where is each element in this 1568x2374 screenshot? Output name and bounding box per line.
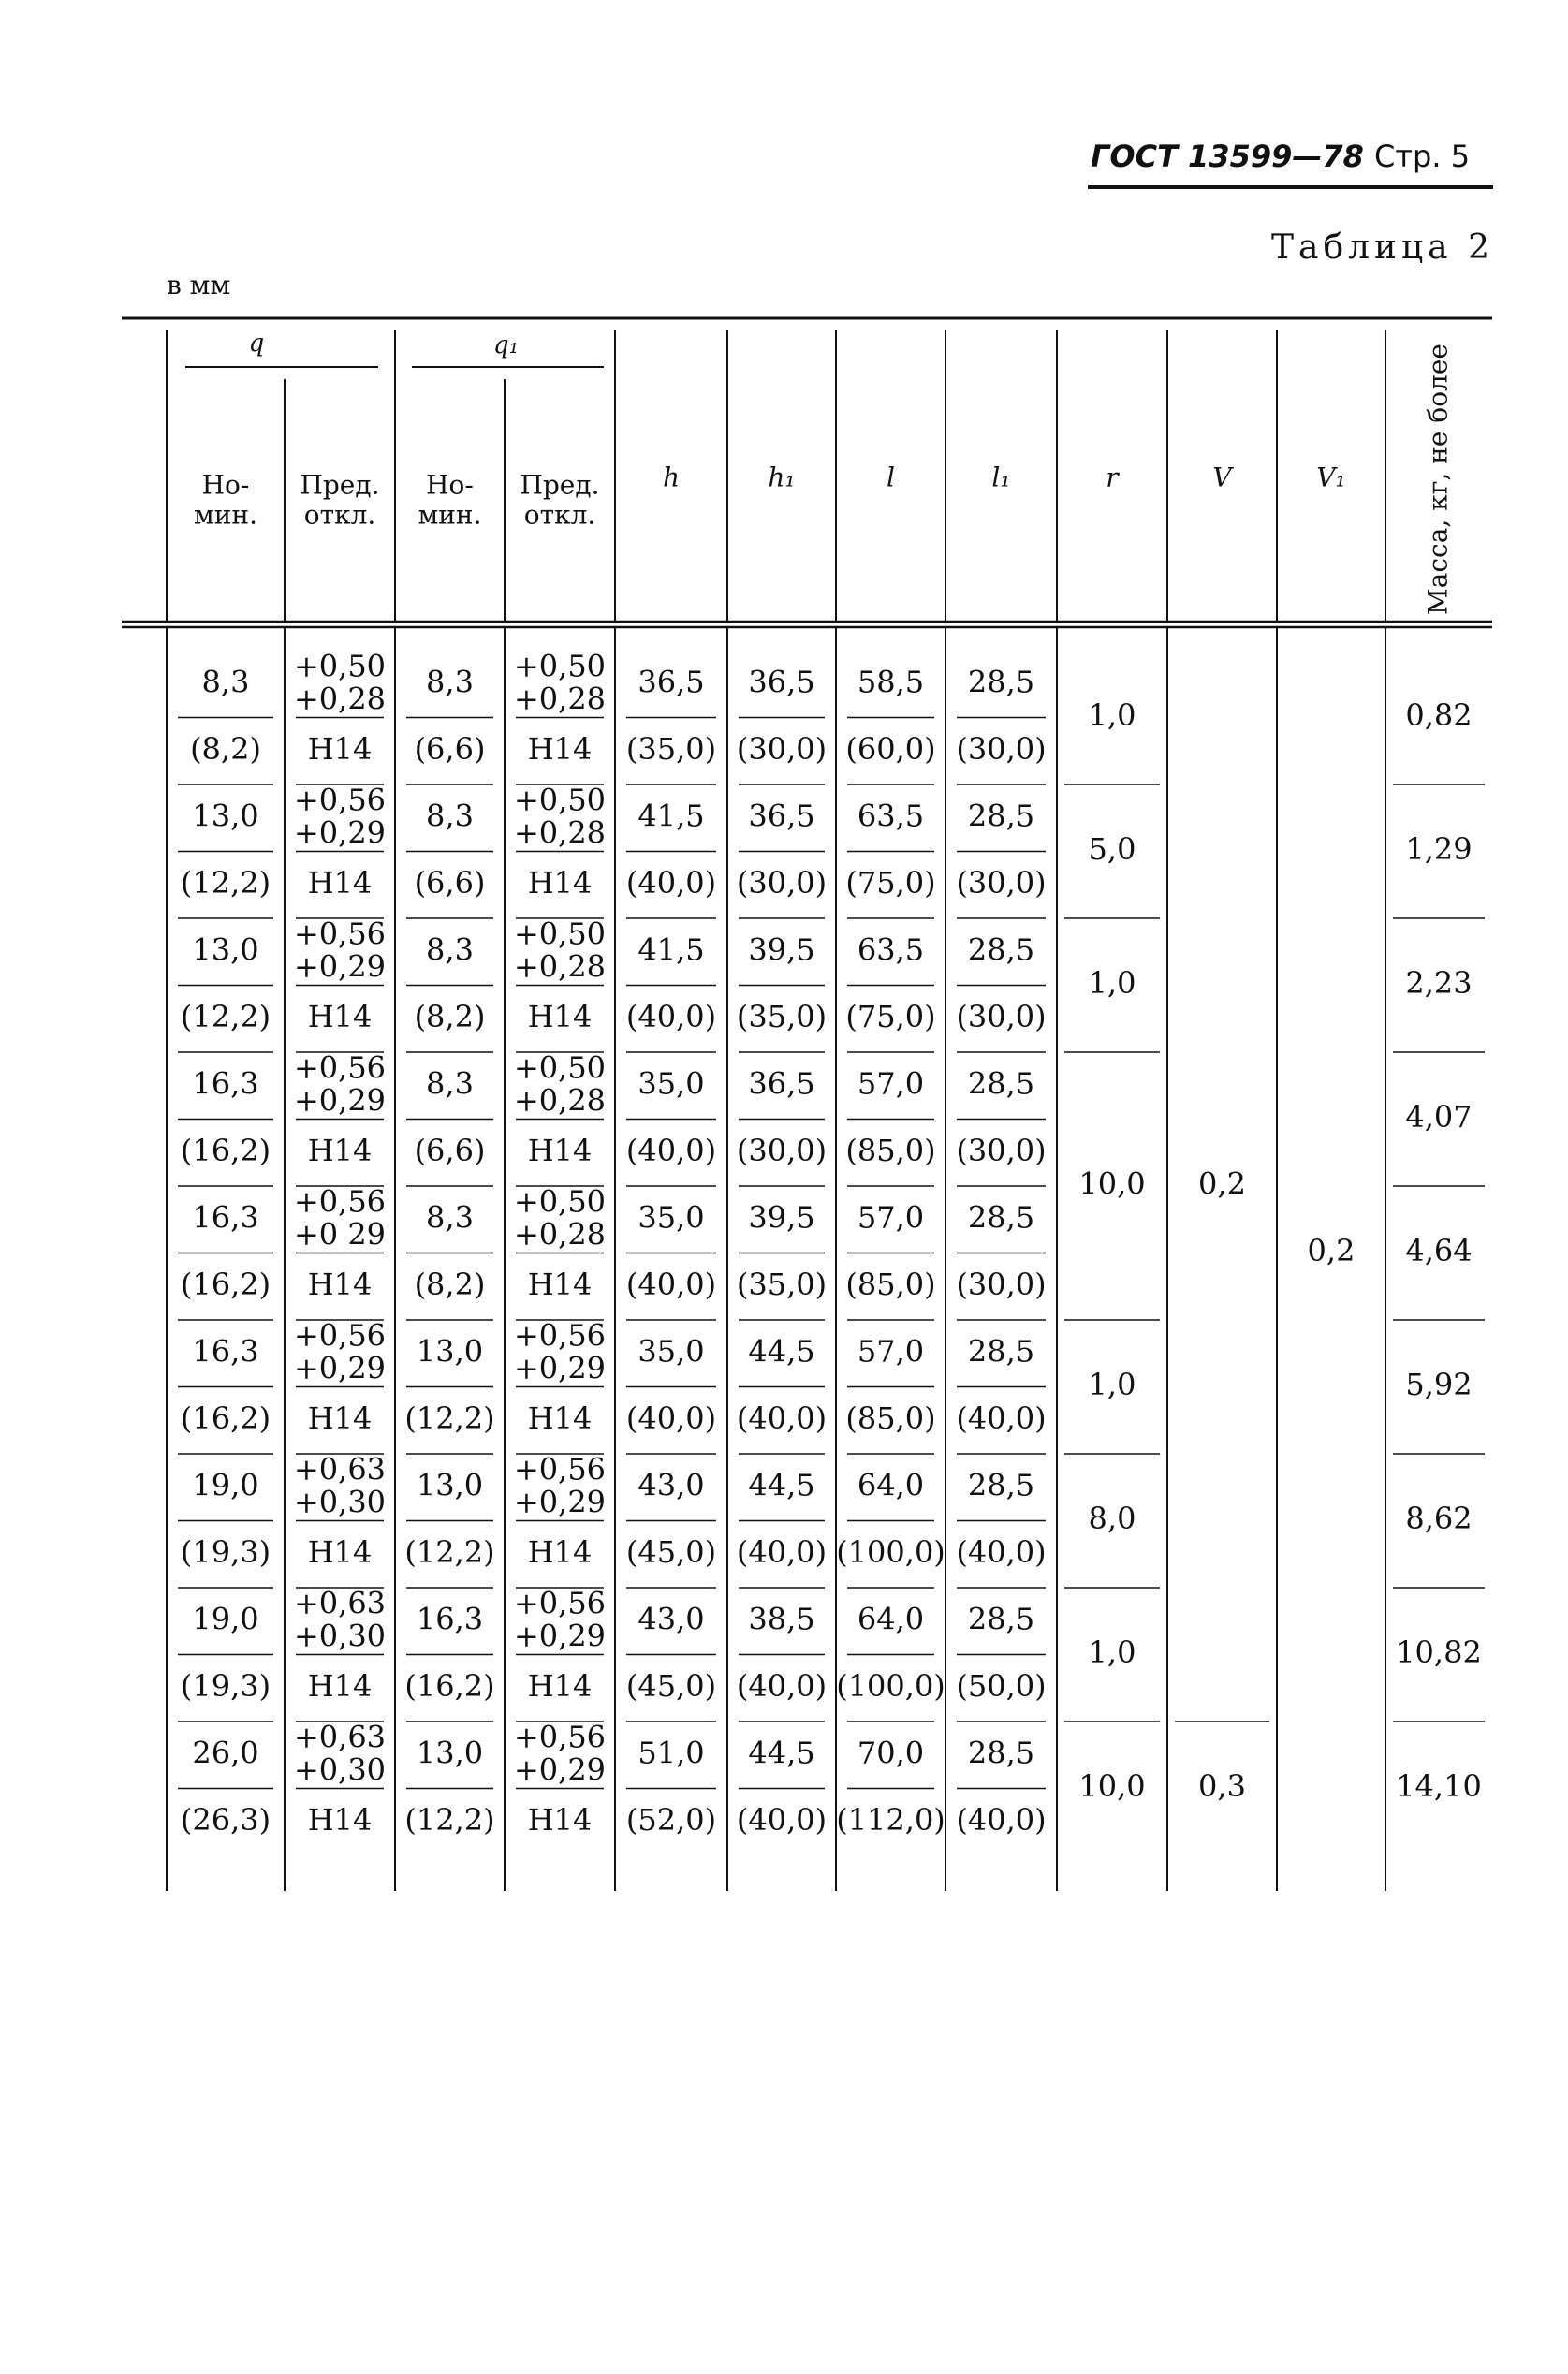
cell-q-dev: +0,30 [293, 1484, 387, 1520]
cell-l: 64,0 [857, 1467, 925, 1503]
cell-q1: (12,2) [404, 1533, 495, 1570]
mass-group-value: 10,82 [1396, 1634, 1482, 1670]
cell-q1-dev: +0,56 [513, 1317, 607, 1354]
cell-h1: (30,0) [736, 864, 828, 901]
cell-l1: 28,5 [967, 664, 1035, 700]
mass-group-value: 4,64 [1405, 1233, 1473, 1268]
cell-h1: (35,0) [736, 998, 828, 1034]
cell-h: 35,0 [637, 1199, 705, 1236]
cell-q1-dev: +0,28 [513, 1082, 607, 1119]
cell-q1: (6,6) [414, 1132, 486, 1168]
cell-q-dev: H14 [307, 1266, 373, 1302]
cell-q-dev: +0,56 [293, 1317, 387, 1354]
header-deviation: откл. [523, 499, 596, 531]
cell-q: 8,3 [201, 664, 250, 700]
cell-h: (40,0) [625, 1399, 717, 1436]
cell-q-dev: H14 [307, 730, 373, 767]
cell-q1-dev: H14 [527, 1132, 593, 1168]
cell-l1: (40,0) [956, 1801, 1047, 1838]
cell-l: 58,5 [857, 664, 925, 700]
cell-h: (45,0) [625, 1667, 717, 1704]
cell-l1: 28,5 [967, 798, 1035, 834]
cell-q1-dev: +0,29 [513, 1751, 607, 1788]
cell-l1: 28,5 [967, 1333, 1035, 1370]
cell-q1-dev: +0,29 [513, 1618, 607, 1654]
cell-l1: (30,0) [956, 864, 1047, 901]
cell-l: (85,0) [845, 1266, 936, 1302]
cell-q-dev: +0,63 [293, 1719, 387, 1755]
header-nominal: Но- [201, 469, 250, 501]
cell-l1: 28,5 [967, 1601, 1035, 1637]
cell-l: 70,0 [857, 1735, 925, 1771]
cell-q1-dev: +0,56 [513, 1451, 607, 1487]
cell-h1: (40,0) [736, 1399, 828, 1436]
header-mass: Масса, кг, не более [1422, 344, 1454, 615]
r-group-value: 10,0 [1078, 1768, 1146, 1804]
cell-q: (12,2) [180, 998, 271, 1034]
cell-q-dev: +0,56 [293, 1183, 387, 1220]
cell-q1-dev: +0,28 [513, 681, 607, 717]
cell-h: (40,0) [625, 1266, 717, 1302]
cell-q-dev: +0,50 [293, 648, 387, 684]
cell-q1: (6,6) [414, 730, 486, 767]
cell-h1: 39,5 [748, 931, 815, 968]
cell-l1: (30,0) [956, 730, 1047, 767]
cell-q1-dev: H14 [527, 998, 593, 1034]
cell-q1: (12,2) [404, 1399, 495, 1436]
cell-q1-dev: +0,28 [513, 948, 607, 985]
cell-h: 43,0 [637, 1601, 705, 1637]
cell-h1: (40,0) [736, 1667, 828, 1704]
cell-h1: 38,5 [748, 1601, 815, 1637]
cell-q1-dev: +0,56 [513, 1585, 607, 1621]
cell-l: (100,0) [836, 1667, 945, 1704]
cell-q1-dev: +0,28 [513, 1216, 607, 1253]
cell-l1: (40,0) [956, 1399, 1047, 1436]
header-q: q [248, 330, 265, 358]
cell-q-dev: +0,29 [293, 814, 387, 851]
cell-l: 57,0 [857, 1065, 925, 1102]
cell-l: (85,0) [845, 1132, 936, 1168]
cell-q: 26,0 [192, 1735, 259, 1771]
cell-q: 19,0 [192, 1467, 259, 1503]
cell-q1-dev: +0,50 [513, 1049, 607, 1086]
cell-q-dev: H14 [307, 1399, 373, 1436]
cell-l: (75,0) [845, 864, 936, 901]
cell-q1-dev: H14 [527, 1667, 593, 1704]
header-r: r [1106, 462, 1119, 493]
cell-q: (19,3) [180, 1533, 271, 1570]
cell-q1: (12,2) [404, 1801, 495, 1838]
cell-q1-dev: +0,50 [513, 916, 607, 952]
page-number: Стр. 5 [1374, 139, 1471, 174]
cell-q-dev: +0 29 [293, 1216, 387, 1253]
cell-l: 57,0 [857, 1199, 925, 1236]
cell-l: 63,5 [857, 931, 925, 968]
cell-l: (60,0) [845, 730, 936, 767]
cell-q: 13,0 [192, 931, 259, 968]
cell-q-dev: H14 [307, 1667, 373, 1704]
cell-h: (45,0) [625, 1533, 717, 1570]
mass-group-value: 8,62 [1405, 1501, 1473, 1536]
cell-q-dev: +0,28 [293, 681, 387, 717]
cell-q1: (16,2) [404, 1667, 495, 1704]
mass-group-value: 5,92 [1405, 1367, 1473, 1402]
cell-q1-dev: H14 [527, 730, 593, 767]
cell-q1-dev: +0,28 [513, 814, 607, 851]
cell-q-dev: +0,56 [293, 1049, 387, 1086]
r-group-value: 1,0 [1088, 1634, 1136, 1670]
cell-q: (12,2) [180, 864, 271, 901]
cell-h1: 44,5 [748, 1735, 815, 1771]
standard-number: ГОСТ 13599—78 [1091, 139, 1364, 174]
cell-q-dev: +0,56 [293, 782, 387, 818]
header-q1: q₁ [492, 331, 520, 359]
cell-h: (40,0) [625, 864, 717, 901]
cell-q1-dev: +0,50 [513, 1183, 607, 1220]
header-l: l [887, 462, 895, 493]
cell-q: (19,3) [180, 1667, 271, 1704]
header-deviation: Пред. [300, 469, 380, 501]
cell-q-dev: H14 [307, 998, 373, 1034]
r-group-value: 1,0 [1088, 965, 1136, 1001]
cell-q-dev: +0,56 [293, 916, 387, 952]
cell-h: 35,0 [637, 1333, 705, 1370]
cell-l: (112,0) [836, 1801, 945, 1838]
cell-q1: (8,2) [414, 1266, 486, 1302]
cell-q1-dev: +0,29 [513, 1350, 607, 1386]
cell-q1: (8,2) [414, 998, 486, 1034]
header-deviation: откл. [303, 499, 376, 531]
cell-q1-dev: H14 [527, 1801, 593, 1838]
cell-h: (35,0) [625, 730, 717, 767]
v1-group-value: 0,2 [1307, 1233, 1356, 1268]
r-group-value: 8,0 [1088, 1501, 1136, 1536]
cell-l: (100,0) [836, 1533, 945, 1570]
mass-group-value: 14,10 [1396, 1768, 1482, 1804]
cell-q: (16,2) [180, 1266, 271, 1302]
cell-h: 41,5 [637, 798, 705, 834]
cell-l1: 28,5 [967, 931, 1035, 968]
cell-l1: (30,0) [956, 1266, 1047, 1302]
header-h1: h₁ [768, 462, 796, 493]
mass-group-value: 1,29 [1405, 831, 1473, 867]
cell-q1-dev: +0,50 [513, 648, 607, 684]
cell-l1: 28,5 [967, 1199, 1035, 1236]
cell-h1: (40,0) [736, 1801, 828, 1838]
units-label: в мм [167, 270, 231, 300]
cell-q: (26,3) [180, 1801, 271, 1838]
cell-q: 16,3 [192, 1065, 259, 1102]
cell-h1: 44,5 [748, 1333, 815, 1370]
cell-q1-dev: H14 [527, 1266, 593, 1302]
mass-group-value: 2,23 [1405, 965, 1473, 1001]
v-group-value: 0,3 [1198, 1768, 1246, 1804]
cell-h: 35,0 [637, 1065, 705, 1102]
cell-h1: (30,0) [736, 1132, 828, 1168]
cell-q1-dev: +0,50 [513, 782, 607, 818]
cell-q1: (6,6) [414, 864, 486, 901]
cell-h1: (30,0) [736, 730, 828, 767]
r-group-value: 10,0 [1078, 1165, 1146, 1202]
cell-q1-dev: H14 [527, 1533, 593, 1570]
r-group-value: 1,0 [1088, 1367, 1136, 1402]
cell-q1: 8,3 [426, 1199, 474, 1236]
cell-q-dev: H14 [307, 864, 373, 901]
header-deviation: Пред. [520, 469, 600, 501]
cell-q1: 13,0 [416, 1735, 484, 1771]
cell-l: (85,0) [845, 1399, 936, 1436]
header-nominal: мин. [418, 499, 482, 531]
cell-q1-dev: H14 [527, 1399, 593, 1436]
cell-q1: 13,0 [416, 1333, 484, 1370]
cell-q: 13,0 [192, 798, 259, 834]
header-v1: V₁ [1316, 462, 1346, 493]
r-group-value: 1,0 [1088, 697, 1136, 733]
cell-h1: 36,5 [748, 1065, 815, 1102]
cell-q1: 16,3 [416, 1601, 484, 1637]
cell-q-dev: +0,63 [293, 1585, 387, 1621]
cell-q: (8,2) [190, 730, 261, 767]
cell-q-dev: +0,30 [293, 1618, 387, 1654]
cell-q: (16,2) [180, 1132, 271, 1168]
cell-h: (40,0) [625, 998, 717, 1034]
mass-group-value: 0,82 [1405, 697, 1473, 733]
cell-q-dev: +0,63 [293, 1451, 387, 1487]
v-group-value: 0,2 [1198, 1165, 1246, 1202]
cell-l: 64,0 [857, 1601, 925, 1637]
cell-h: (40,0) [625, 1132, 717, 1168]
cell-q: (16,2) [180, 1399, 271, 1436]
cell-q-dev: +0,29 [293, 1082, 387, 1119]
cell-h1: 36,5 [748, 798, 815, 834]
header-l1: l₁ [991, 462, 1011, 493]
cell-h: 41,5 [637, 931, 705, 968]
cell-h: 43,0 [637, 1467, 705, 1503]
header-nominal: мин. [193, 499, 258, 531]
cell-q1: 8,3 [426, 664, 474, 700]
cell-l1: 28,5 [967, 1065, 1035, 1102]
cell-h1: 39,5 [748, 1199, 815, 1236]
header-h: h [662, 462, 681, 493]
cell-q-dev: +0,30 [293, 1751, 387, 1788]
cell-h1: 44,5 [748, 1467, 815, 1503]
cell-q1-dev: +0,56 [513, 1719, 607, 1755]
cell-l1: 28,5 [967, 1467, 1035, 1503]
cell-h: (52,0) [625, 1801, 717, 1838]
cell-h: 36,5 [637, 664, 705, 700]
header-nominal: Но- [426, 469, 474, 501]
cell-q: 19,0 [192, 1601, 259, 1637]
cell-q1: 8,3 [426, 931, 474, 968]
cell-q1: 8,3 [426, 1065, 474, 1102]
cell-q1-dev: H14 [527, 864, 593, 901]
cell-l1: (40,0) [956, 1533, 1047, 1570]
cell-q: 16,3 [192, 1199, 259, 1236]
cell-l1: (30,0) [956, 1132, 1047, 1168]
table-title: Таблица 2 [1271, 228, 1494, 267]
cell-q1: 8,3 [426, 798, 474, 834]
cell-l: 63,5 [857, 798, 925, 834]
cell-l: (75,0) [845, 998, 936, 1034]
cell-q-dev: H14 [307, 1533, 373, 1570]
r-group-value: 5,0 [1088, 831, 1136, 867]
cell-l: 57,0 [857, 1333, 925, 1370]
cell-q1-dev: +0,29 [513, 1484, 607, 1520]
cell-l1: 28,5 [967, 1735, 1035, 1771]
cell-l1: (30,0) [956, 998, 1047, 1034]
cell-q-dev: +0,29 [293, 948, 387, 985]
cell-h1: (40,0) [736, 1533, 828, 1570]
cell-l1: (50,0) [956, 1667, 1047, 1704]
cell-h: 51,0 [637, 1735, 705, 1771]
mass-group-value: 4,07 [1405, 1099, 1473, 1135]
cell-h1: (35,0) [736, 1266, 828, 1302]
cell-q-dev: H14 [307, 1132, 373, 1168]
header-v: V [1212, 462, 1232, 493]
cell-q-dev: +0,29 [293, 1350, 387, 1386]
cell-q1: 13,0 [416, 1467, 484, 1503]
cell-q: 16,3 [192, 1333, 259, 1370]
cell-q-dev: H14 [307, 1801, 373, 1838]
cell-h1: 36,5 [748, 664, 815, 700]
